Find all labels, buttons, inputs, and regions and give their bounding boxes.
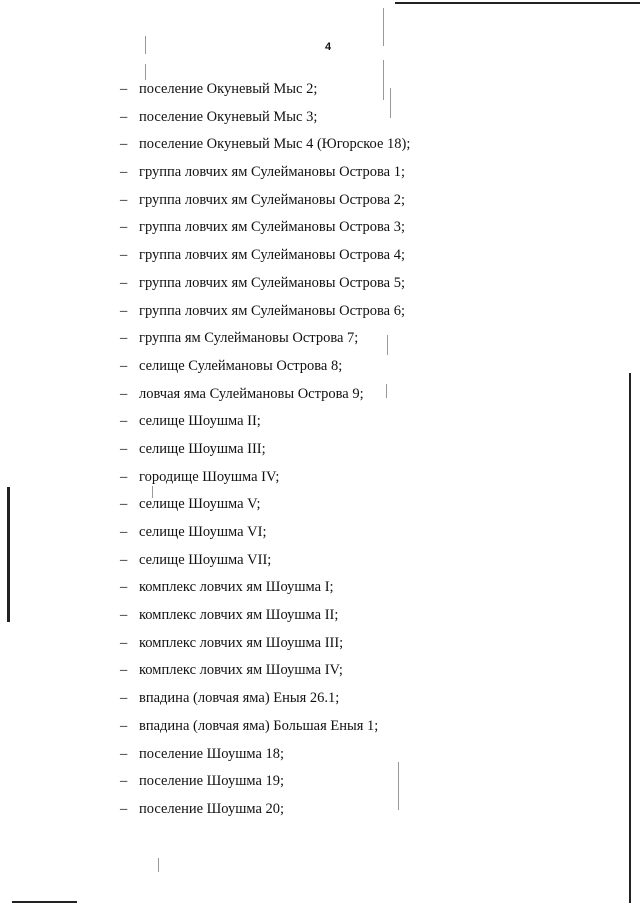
list-item — [120, 491, 410, 519]
site-list — [120, 76, 410, 824]
list-bullet-dash: – — [120, 81, 128, 97]
list-item — [120, 76, 410, 104]
list-bullet-dash: – — [120, 800, 128, 817]
list-bullet-dash: – — [120, 164, 128, 181]
list-item-text: селище Шоушма VI; — [139, 524, 267, 540]
list-item-text: группа ловчих ям Сулеймановы Острова 5; — [139, 274, 406, 291]
list-item — [120, 768, 410, 796]
list-item-text: поселение Окуневый Мыс 3; — [139, 108, 318, 125]
list-item-text: комплекс ловчих ям Шоушма II; — [139, 607, 339, 624]
list-item — [120, 298, 410, 326]
scan-artifact-line — [383, 8, 384, 46]
list-item — [120, 713, 410, 741]
page-number: 4 — [324, 41, 332, 53]
list-bullet-dash: – — [120, 579, 128, 596]
list-item-text: впадина (ловчая яма) Большая Еныя 1; — [139, 717, 379, 734]
list-item-text: группа ловчих ям Сулеймановы Острова 3; — [139, 219, 406, 236]
list-item-text: группа ловчих ям Сулеймановы Острова 6; — [139, 302, 406, 319]
list-item — [120, 547, 410, 575]
list-item-text: селище Шоушма VII; — [139, 551, 272, 568]
list-bullet-dash: – — [120, 247, 128, 264]
list-item — [120, 602, 410, 630]
list-item — [120, 242, 410, 270]
list-bullet-dash: – — [120, 745, 128, 762]
list-item — [120, 630, 410, 658]
list-item-text: поселение Окуневый Мыс 4 (Югорское 18); — [139, 136, 411, 153]
list-item-text: группа ловчих ям Сулеймановы Острова 4; — [139, 247, 406, 264]
list-item-text: группа ловчих ям Сулеймановы Острова 2; — [139, 191, 406, 208]
list-item — [120, 574, 410, 602]
list-bullet-dash: – — [120, 440, 128, 457]
list-item — [120, 685, 410, 713]
list-item-text: поселение Шоушма 20; — [139, 800, 285, 817]
list-bullet-dash: – — [120, 302, 128, 319]
list-item-text: комплекс ловчих ям Шоушма III; — [139, 634, 344, 651]
list-bullet-dash: – — [120, 690, 128, 707]
list-item — [120, 325, 410, 353]
list-item — [120, 436, 410, 464]
list-item — [120, 270, 410, 298]
list-item-text: селище Шоушма III; — [139, 440, 266, 457]
list-item — [120, 464, 410, 492]
list-item-text: поселение Окуневый Мыс 2; — [139, 81, 318, 97]
list-bullet-dash: – — [120, 385, 128, 402]
list-item — [120, 214, 410, 242]
list-item — [120, 381, 410, 409]
list-item-text: селище Сулеймановы Острова 8; — [139, 357, 343, 374]
list-bullet-dash: – — [120, 191, 128, 208]
list-bullet-dash: – — [120, 662, 128, 679]
scan-artifact-line — [145, 36, 146, 54]
list-item — [120, 519, 410, 547]
list-item — [120, 796, 410, 824]
list-item-text: комплекс ловчих ям Шоушма I; — [139, 579, 334, 596]
list-item-text: поселение Шоушма 18; — [139, 745, 285, 762]
list-bullet-dash: – — [120, 274, 128, 291]
scan-artifact-bottom-rule — [12, 901, 77, 903]
list-bullet-dash: – — [120, 607, 128, 624]
list-bullet-dash: – — [120, 717, 128, 734]
list-bullet-dash: – — [120, 357, 128, 374]
scan-artifact-right-bar — [629, 373, 631, 903]
list-item-text: ловчая яма Сулеймановы Острова 9; — [139, 385, 364, 402]
list-bullet-dash: – — [120, 773, 128, 790]
list-bullet-dash: – — [120, 108, 128, 125]
scan-artifact-line — [158, 858, 159, 872]
list-bullet-dash: – — [120, 468, 128, 485]
list-item-text: поселение Шоушма 19; — [139, 773, 285, 790]
list-bullet-dash: – — [120, 413, 128, 430]
list-item — [120, 187, 410, 215]
list-item-text: городище Шоушма IV; — [139, 468, 280, 485]
list-bullet-dash: – — [120, 524, 128, 540]
list-bullet-dash: – — [120, 219, 128, 236]
list-item-text: комплекс ловчих ям Шоушма IV; — [139, 662, 343, 679]
list-bullet-dash: – — [120, 551, 128, 568]
list-item — [120, 741, 410, 769]
list-item-text: впадина (ловчая яма) Еныя 26.1; — [139, 690, 340, 707]
list-item — [120, 657, 410, 685]
list-item — [120, 104, 410, 132]
list-bullet-dash: – — [120, 136, 128, 153]
list-item — [120, 408, 410, 436]
list-item-text: селище Шоушма V; — [139, 496, 261, 513]
list-item-text: группа ловчих ям Сулеймановы Острова 1; — [139, 164, 406, 181]
list-bullet-dash: – — [120, 634, 128, 651]
list-item — [120, 159, 410, 187]
list-item — [120, 131, 410, 159]
scan-artifact-left-bar — [7, 487, 10, 622]
list-bullet-dash: – — [120, 496, 128, 513]
list-item-text: селище Шоушма II; — [139, 413, 261, 430]
list-bullet-dash: – — [120, 330, 128, 347]
scan-artifact-top-rule — [395, 2, 640, 4]
list-item — [120, 353, 410, 381]
list-item-text: группа ям Сулеймановы Острова 7; — [139, 330, 359, 347]
